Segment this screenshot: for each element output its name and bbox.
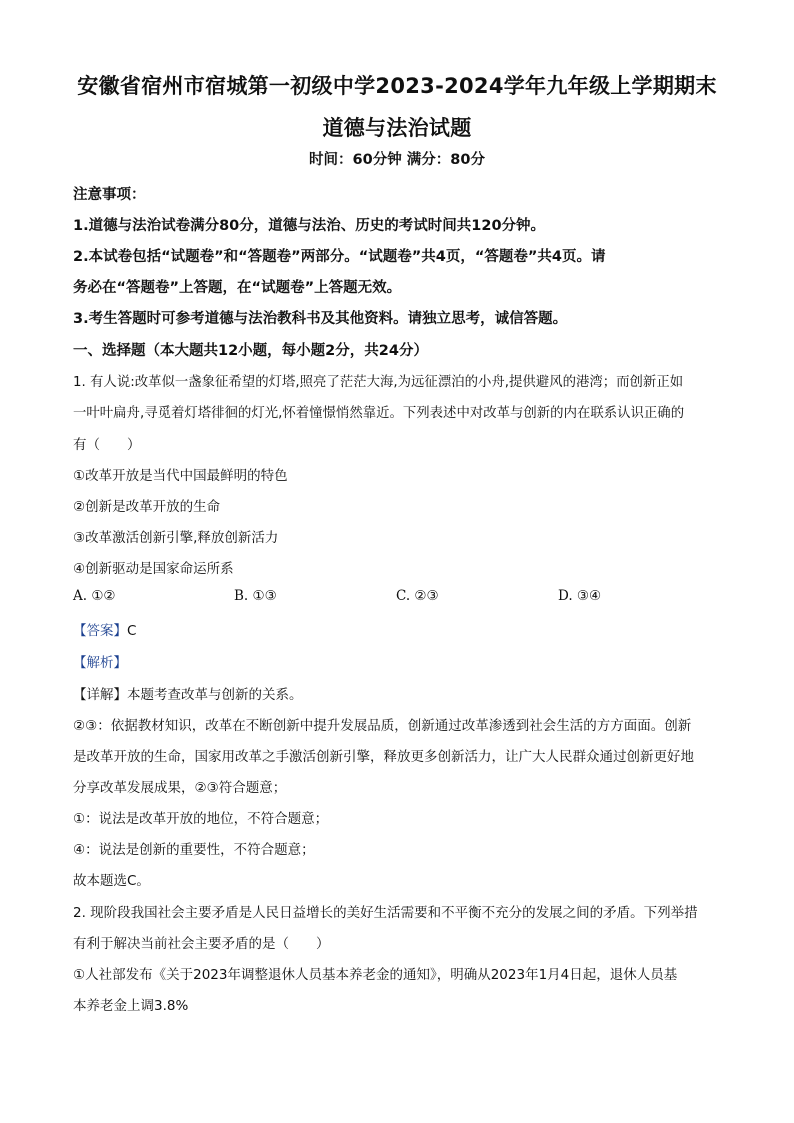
notice-item-3: 3.考生答题时可参考道德与法治教科书及其他资料。请独立思考，诚信答题。: [73, 311, 568, 327]
q1-stem-line2: 一叶叶扁舟,寻觅着灯塔徘徊的灯光,怀着憧憬悄然靠近。下列表述中对改革与创新的内在联系认识正确的: [73, 406, 685, 421]
q2-statement-1-line2: 本养老金上调3.8%: [73, 998, 189, 1014]
q1-explanation-2: ①：说法是改革开放的地位，不符合题意；: [73, 811, 329, 827]
notice-item-1: 1.道德与法治试卷满分80分，道德与法治、历史的考试时间共120分钟。: [73, 218, 546, 234]
q1-option-a: A. ①②: [73, 588, 116, 604]
q1-stem-line3: 有（ ）: [73, 437, 141, 453]
q1-conclusion: 故本题选C。: [73, 873, 150, 889]
q1-statement-3: ③改革激活创新引擎,释放创新活力: [73, 530, 279, 546]
answer-value: C: [127, 623, 137, 639]
q2-stem-line1: 2. 现阶段我国社会主要矛盾是人民日益增长的美好生活需要和不平衡不充分的发展之间的矛盾。下列举措: [73, 905, 698, 921]
document-title-line1: 安徽省宿州市宿城第一初级中学2023-2024学年九年级上学期期末: [77, 74, 717, 98]
section-heading: 一、选择题（本大题共12小题，每小题2分，共24分）: [73, 343, 428, 359]
q1-explanation-line2: 是改革开放的生命，国家用改革之手激活创新引擎，释放更多创新活力，让广大人民群众通过创新更好地: [73, 749, 694, 765]
q1-detail: [73, 683, 725, 703]
q1-stem-line1: 1. 有人说:改革似一盏象征希望的灯塔,照亮了茫茫大海,为远征漂泊的小舟,提供避风的港湾；而创新正如: [73, 375, 684, 390]
q1-statement-2: ②创新是改革开放的生命: [73, 499, 221, 515]
answer-tag: 【答案】: [73, 623, 127, 639]
q1-option-b: B. ①③: [234, 588, 277, 604]
q1-option-c: C. ②③: [396, 588, 439, 604]
q1-explanation-3: ④：说法是创新的重要性，不符合题意；: [73, 842, 315, 858]
detail-tag: 【详解】: [73, 687, 127, 703]
q1-explanation-line1: ②③：依据教材知识，改革在不断创新中提升发展品质，创新通过改革渗透到社会生活的方方面面。创新: [73, 718, 692, 734]
detail-text: 本题考查改革与创新的关系。: [127, 687, 303, 703]
document-title-line2: 道德与法治试题: [322, 116, 472, 140]
q1-statement-1: ①改革开放是当代中国最鲜明的特色: [73, 468, 288, 484]
q1-answer: [73, 619, 725, 639]
q2-statement-1-line1: ①人社部发布《关于2023年调整退休人员基本养老金的通知》，明确从2023年1月4日起，退休人员基: [73, 967, 678, 983]
notice-heading: 注意事项：: [73, 187, 146, 203]
notice-item-2-line2: 务必在“答题卷”上答题，在“试题卷”上答题无效。: [73, 280, 402, 296]
q1-explanation-line3: 分享改革发展成果，②③符合题意；: [73, 780, 287, 796]
analysis-tag: 【解析】: [73, 655, 127, 671]
q1-analysis: [73, 651, 725, 671]
q1-option-d: D. ③④: [558, 588, 602, 604]
q2-stem-line2: 有利于解决当前社会主要矛盾的是（ ）: [73, 936, 330, 952]
exam-time-score: 时间：60分钟 满分：80分: [309, 152, 485, 168]
q1-statement-4: ④创新驱动是国家命运所系: [73, 561, 234, 577]
notice-item-2-line1: 2.本试卷包括“试题卷”和“答题卷”两部分。“试题卷”共4页，“答题卷”共4页。请: [73, 249, 606, 265]
